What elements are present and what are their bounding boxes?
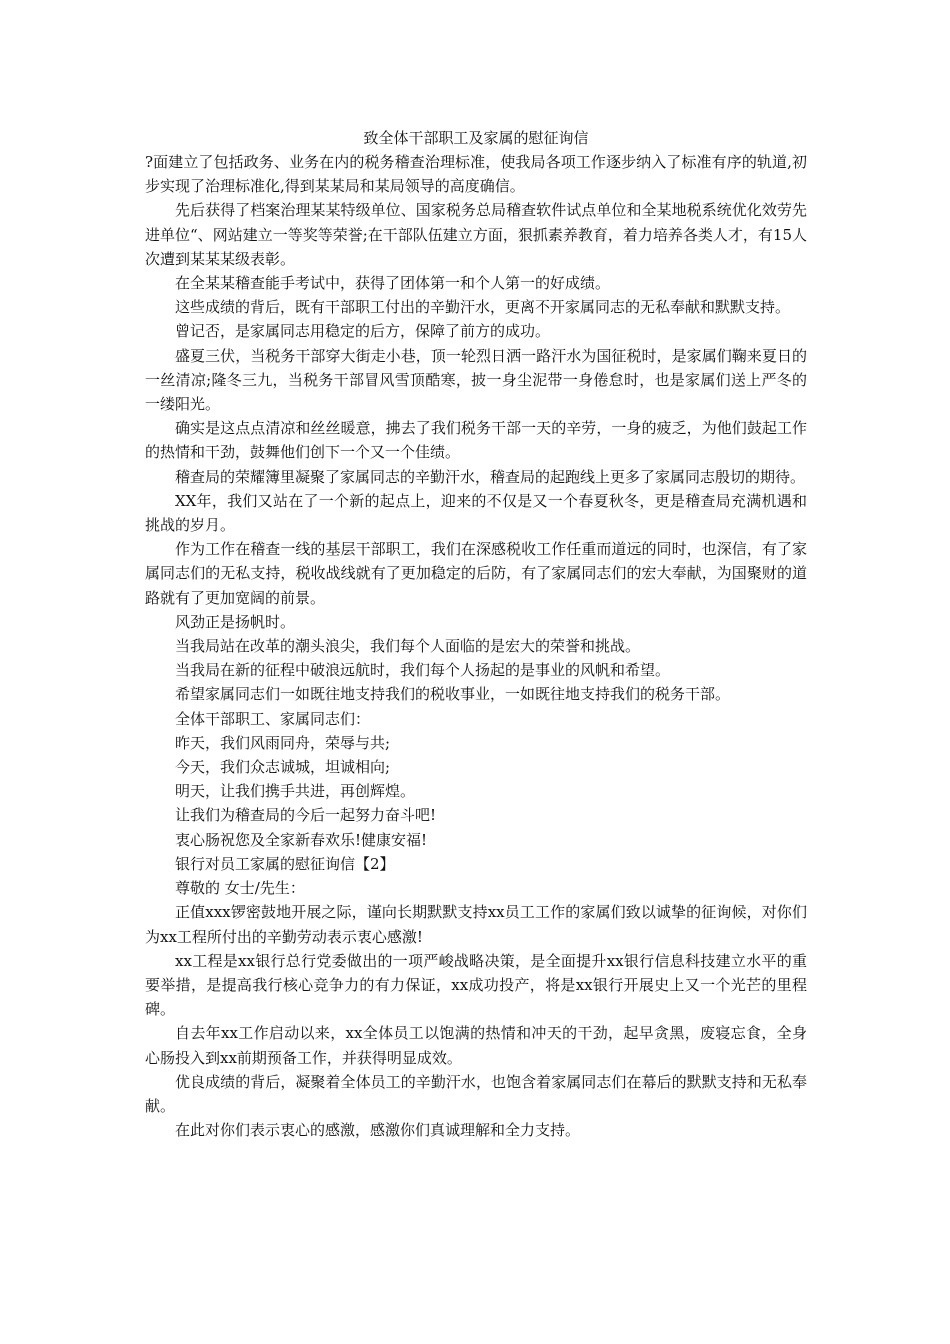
paragraph: 银行对员工家属的慰征询信【2】: [175, 854, 395, 873]
paragraph: 尊敬的 女士/先生：: [175, 879, 305, 898]
document-title: 致全体干部职工及家属的慰征询信: [363, 129, 589, 147]
paragraph: 昨天，我们风雨同舟，荣辱与共;: [175, 733, 391, 752]
paragraph: 正值xxx锣密鼓地开展之际，谨向长期默默支持xx员工工作的家属们致以诚挚的征询候，对你们为xx工程所付出的辛勤劳动表示衷心感激!: [145, 903, 807, 946]
document-page: [145, 128, 807, 1142]
paragraph: 在全某某稽查能手考试中，获得了团体第一和个人第一的好成绩。: [175, 274, 611, 293]
paragraph: XX年，我们又站在了一个新的起点上，迎来的不仅是又一个春夏秋冬，更是稽查局充满机遇和挑战的岁月。: [145, 491, 807, 535]
paragraph: 稽查局的荣耀簿里凝聚了家属同志的辛勤汗水，稽查局的起跑线上更多了家属同志殷切的期待。: [175, 467, 806, 486]
paragraph: 作为工作在稽查一线的基层干部职工，我们在深感税收工作任重而道远的同时，也深信，有了家属同志们的无私支持，税收战线就有了更加稳定的后防，有了家属同志们的宏大奉献，为国聚财的道路就有了更加宽阔的前景。: [145, 540, 807, 607]
paragraph: 希望家属同志们一如既往地支持我们的税收事业，一如既往地支持我们的税务干部。: [175, 685, 731, 704]
paragraph: 当我局站在改革的潮头浪尖，我们每个人面临的是宏大的荣誉和挑战。: [175, 637, 641, 656]
paragraph: 自去年xx工作启动以来，xx全体员工以饱满的热情和冲天的干劲，起早贪黑，废寝忘食，全身心肠投入到xx前期预备工作，并获得明显成效。: [145, 1024, 807, 1067]
document-body: [145, 150, 807, 1142]
paragraph: 优良成绩的背后，凝聚着全体员工的辛勤汗水，也饱含着家属同志们在幕后的默默支持和无私奉献。: [145, 1072, 807, 1115]
paragraph: 全体干部职工、家属同志们：: [175, 709, 371, 728]
paragraph: 当我局在新的征程中破浪远航时，我们每个人扬起的是事业的风帆和希望。: [175, 661, 671, 680]
paragraph: 先后获得了档案治理某某特级单位、国家税务总局稽查软件试点单位和全某地税系统优化效劳先进单位“、网站建立一等奖等荣誉;在干部队伍建立方面，狠抓素养教育，着力培养各类人才，有15人次遭到某某某级表彰。: [145, 201, 807, 268]
paragraph: 确实是这点点清凉和丝丝暖意，拂去了我们税务干部一天的辛劳，一身的疲乏，为他们鼓起工作的热情和干劲，鼓舞他们创下一个又一个佳绩。: [145, 419, 807, 462]
paragraph: 明天，让我们携手共进，再创辉煌。: [175, 782, 416, 801]
paragraph: 今天，我们众志诚城，坦诚相向;: [175, 758, 391, 777]
paragraph: 盛夏三伏，当税务干部穿大街走小巷，顶一轮烈日洒一路汗水为国征税时，是家属们鞠来夏日的一丝清凉;隆冬三九，当税务干部冒风雪顶酷寒，披一身尘泥带一身倦怠时，也是家属们送上严冬的一缕阳光。: [145, 346, 807, 414]
paragraph: xx工程是xx银行总行党委做出的一项严峻战略决策，是全面提升xx银行信息科技建立水平的重要举措，是提高我行核心竞争力的有力保证，xx成功投产，将是xx银行开展史上又一个光芒的里程碑。: [145, 951, 807, 1019]
paragraph: 让我们为稽查局的今后一起努力奋斗吧!: [175, 806, 437, 825]
paragraph: 曾记否，是家属同志用稳定的后方，保障了前方的成功。: [175, 322, 551, 341]
paragraph: 在此对你们表示衷心的感激，感激你们真诚理解和全力支持。: [175, 1121, 581, 1140]
paragraph: 风劲正是扬帆时。: [175, 612, 296, 631]
paragraph: ?面建立了包括政务、业务在内的税务稽查治理标准，使我局各项工作逐步纳入了标准有序的轨道,初步实现了治理标准化,得到某某局和某局领导的高度确信。: [145, 153, 807, 196]
paragraph: 衷心肠祝您及全家新春欢乐!健康安福!: [175, 830, 428, 849]
paragraph: 这些成绩的背后，既有干部职工付出的辛勤汗水，更离不开家属同志的无私奉献和默默支持。: [175, 298, 791, 317]
